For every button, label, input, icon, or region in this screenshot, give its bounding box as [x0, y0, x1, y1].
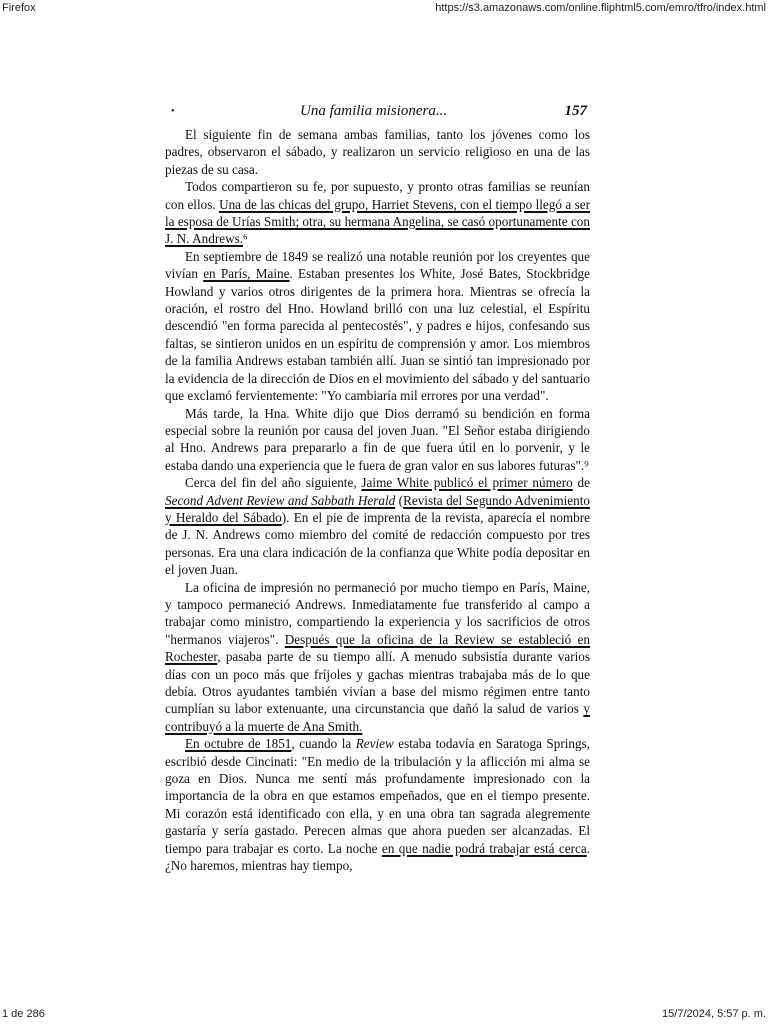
paragraph [165, 474, 590, 578]
paragraph [165, 178, 590, 248]
underlined-text: Second Advent Review and Sabbath Herald [165, 492, 396, 508]
print-datetime: 15/7/2024, 5:57 p. m. [662, 1008, 766, 1020]
paragraph [165, 405, 590, 475]
paragraph [165, 126, 590, 178]
text-segment: Más tarde, la Hna. White dijo que Dios derramó su bendición en forma especial sobre la reunión por causa del joven Juan. "El Señor estaba dirigiendo al Hno. Andrews para prepararlo a fin de que fuera útil en lo porvenir, y le estaba dando una experiencia que le fuera de gran valor en sus labores futuras".⁹ [165, 405, 590, 473]
text-segment: ( [395, 492, 404, 508]
text-segment: La oficina de impresión no permaneció por mucho tiempo en París, Maine, y tampoco permaneció Andrews. Inmediatamente fue transferido al campo a trabajar como ministro, compartiendo la experiencia y los sacrificios de otros "hermanos viajeros". [165, 579, 590, 647]
text-segment: , pasaba parte de su tiempo allí. A menudo subsistía durante varios días con un poco más que fríjoles y gachas mientras trabajaba más de lo que debía. Otros ayudantes también vivían a base del mismo régimen entre tanto cumplían su labor extenuante, una circunstancia que dañó la salud de varios [165, 649, 590, 717]
print-header [0, 0, 768, 18]
underlined-text: Jaime White publicó el primer número [361, 475, 573, 491]
text-segment: estaba todavía en Saratoga Springs, escribió desde Cincinati: "En medio de la tribulación y la aflicción mi alma se goza en Dios. Nunca me sentí más profundamente impresionado con la importancia de la obra en que estamos empeñados, que en el tiempo presente. Mi corazón está identificado con ella, y en una obra tan sagrada alegremente gastaría y sería gastado. Perecen almas que ahora pueden ser alcanzadas. El tiempo para trabajar es corto. La noche [165, 736, 591, 856]
underlined-text: Después que la oficina de la Review se estableció en Rochester [165, 631, 590, 665]
running-title: Una familia misionera... [300, 103, 448, 119]
text-segment: de [572, 475, 590, 491]
text-segment: En septiembre de 1849 se realizó una notable reunión por los creyentes que vivían [165, 248, 590, 282]
text-segment: Review [355, 736, 394, 752]
browser-name: Firefox [2, 2, 36, 14]
page-body [165, 126, 590, 874]
margin-dot: • [171, 106, 175, 117]
text-segment: ). En el pie de imprenta de la revista, aparecía el nombre de J. N. Andrews como miembro del comité de redacción compuesto por tres personas. Era una clara indicación de la confianza que White podía depositar en el joven Juan. [165, 509, 591, 578]
text-segment: , cuando la [291, 736, 356, 752]
book-page [165, 100, 590, 874]
underlined-text: en que nadie podrá trabajar está cerca [381, 840, 587, 856]
print-footer [0, 1006, 768, 1024]
text-segment: Todos compartieron su fe, por supuesto, y pronto otras familias se reunían con ellos. [165, 179, 590, 212]
text-segment: El siguiente fin de semana ambas familias, tanto los jóvenes como los padres, observaron el sábado, y realizaron un servicio religioso en una de las piezas de su casa. [165, 127, 590, 177]
paragraph [165, 248, 590, 405]
page-url[interactable]: https://s3.amazonaws.com/online.fliphtml5.com/emro/tfro/index.html [435, 2, 766, 14]
running-head [165, 100, 590, 126]
paragraph [165, 579, 590, 736]
underlined-text: En octubre de 1851 [185, 736, 292, 752]
underlined-text: y contribuyó a la muerte de Ana Smith. [165, 701, 590, 734]
underlined-text: en París, Maine [203, 266, 290, 282]
paragraph [165, 735, 590, 874]
text-segment: . ¿No haremos, mientras hay tiempo, [165, 840, 590, 874]
page-count: 1 de 286 [2, 1008, 45, 1020]
text-segment: ⁶ [243, 231, 248, 247]
underlined-text: Una de las chicas del grupo, Harriet Stevens, con el tiempo llegó a ser la esposa de Urías Smith; otra, su hermana Angelina, se casó oportunamente con J. N. Andrews. [165, 196, 590, 247]
text-segment: Cerca del fin del año siguiente, [185, 475, 362, 491]
page-number: 157 [564, 103, 587, 119]
underlined-text: Revista del Segundo Advenimiento y Heraldo del Sábado [165, 492, 590, 525]
text-segment: . Estaban presentes los White, José Bates, Stockbridge Howland y varios otros dirigentes de la primera hora. Mientras se ofrecía la oración, el rostro del Hno. Howland brilló con una luz celestial, el Espíritu descendió "en forma parecida al pentecostés", y padres e hijos, confesando sus faltas, se sintieron unidos en un espíritu de comprensión y amor. Los miembros de la familia Andrews estaban también allí. Juan se sintió tan impresionado por la evidencia de la dirección de Dios en el movimiento del sábado y del santuario que exclamó fervientemente: "Yo cambiaría mil errores por una verdad". [165, 266, 590, 404]
